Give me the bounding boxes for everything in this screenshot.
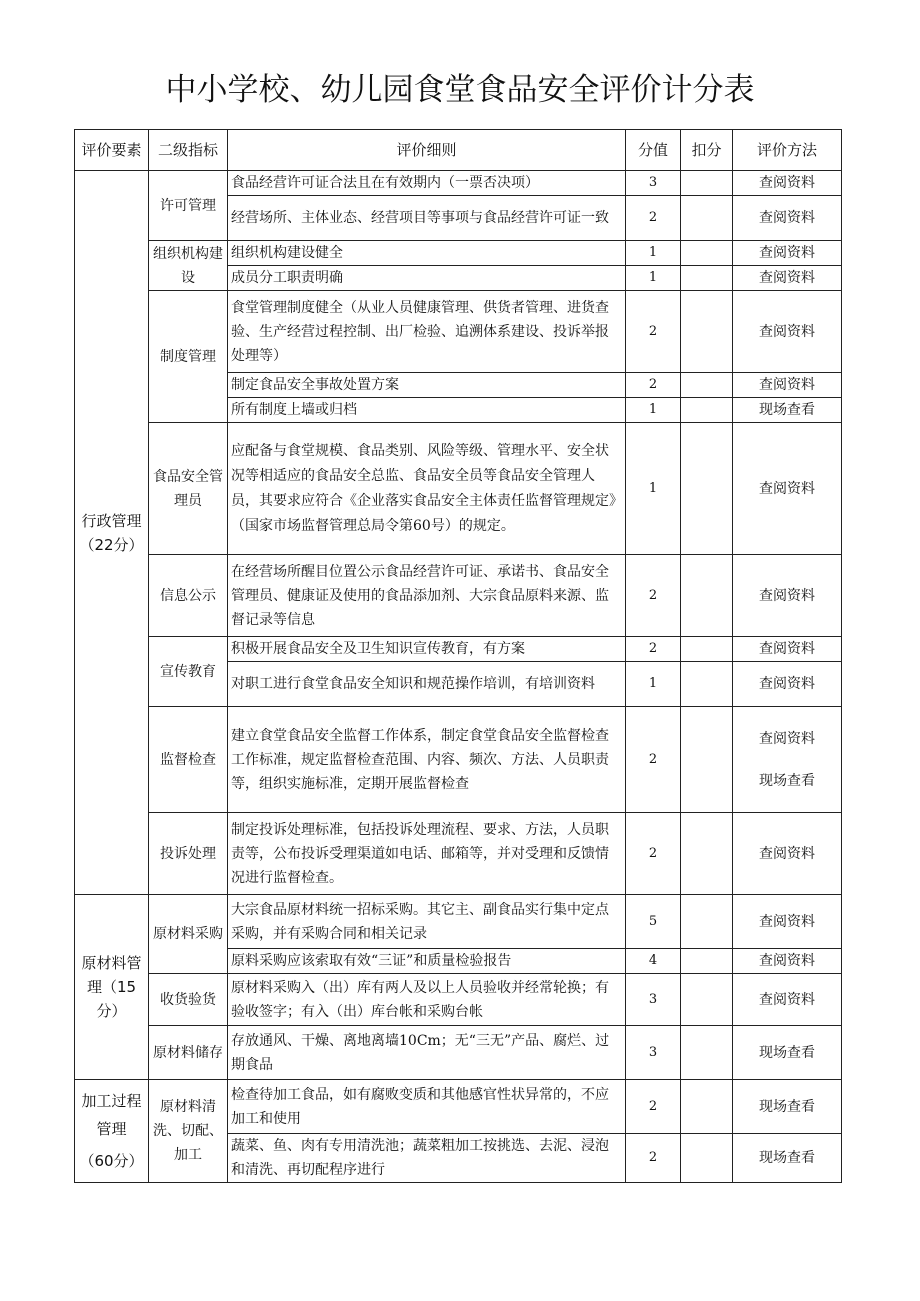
deduct-cell[interactable] [681,241,733,266]
sub-indicator: 信息公示 [149,555,228,637]
deduct-cell[interactable] [681,974,733,1026]
sub-indicator: 制度管理 [149,291,228,423]
score-cell: 2 [626,1080,681,1134]
sub-indicator: 监督检查 [149,707,228,813]
table-row [75,1026,842,1080]
sub-indicator: 食品安全管理员 [149,423,228,555]
detail-cell: 所有制度上墙或归档 [228,398,626,423]
deduct-cell[interactable] [681,949,733,974]
score-cell: 1 [626,266,681,291]
score-cell: 2 [626,707,681,813]
deduct-cell[interactable] [681,707,733,813]
table-row [75,291,842,373]
deduct-cell[interactable] [681,1026,733,1080]
detail-cell: 积极开展食品安全及卫生知识宣传教育，有方案 [228,637,626,662]
table-row [75,1080,842,1134]
category-processing [75,1080,149,1183]
header-method: 评价方法 [733,130,842,171]
sub-indicator: 收货验货 [149,974,228,1026]
method-cell: 现场查看 [733,1026,842,1080]
sub-indicator: 组织机构建设 [149,241,228,291]
score-cell: 1 [626,241,681,266]
table-row [75,171,842,196]
detail-cell: 食品经营许可证合法且在有效期内（一票否决项） [228,171,626,196]
category-label: 原材料管 [81,954,142,972]
score-cell: 1 [626,398,681,423]
sub-indicator: 原材料采购 [149,895,228,974]
detail-cell: 经营场所、主体业态、经营项目等事项与食品经营许可证一致 [228,196,626,241]
category-label: 行政管理 [81,511,142,530]
deduct-cell[interactable] [681,171,733,196]
detail-cell: 大宗食品原材料统一招标采购。其它主、副食品实行集中定点采购，并有采购合同和相关记录 [228,895,626,949]
score-cell: 2 [626,637,681,662]
detail-cell: 对职工进行食堂食品安全知识和规范操作培训，有培训资料 [228,662,626,707]
method-cell: 查阅资料 [733,895,842,949]
deduct-cell[interactable] [681,1080,733,1134]
method-cell: 查阅资料 [733,974,842,1026]
score-table [74,129,842,1183]
category-label: 加工过程 [81,1092,142,1110]
method-cell: 现场查看 [733,1134,842,1183]
score-cell: 3 [626,974,681,1026]
category-admin [75,171,149,895]
method-cell: 查阅资料 [733,637,842,662]
detail-cell: 应配备与食堂规模、食品类别、风险等级、管理水平、安全状况等相适应的食品安全总监、食品安全员等食品安全管理人员，其要求应符合《企业落实食品安全主体责任监督管理规定》（国家市场监督管理总局令第60号）的规定。 [228,423,626,555]
method-cell: 查阅资料 [733,949,842,974]
score-cell: 4 [626,949,681,974]
deduct-cell[interactable] [681,637,733,662]
deduct-cell[interactable] [681,373,733,398]
detail-cell: 蔬菜、鱼、肉有专用清洗池；蔬菜粗加工按挑选、去泥、浸泡和清洗、再切配程序进行 [228,1134,626,1183]
deduct-cell[interactable] [681,291,733,373]
sub-indicator: 投诉处理 [149,813,228,895]
deduct-cell[interactable] [681,423,733,555]
sub-indicator: 原材料储存 [149,1026,228,1080]
detail-cell: 原材料采购入（出）库有两人及以上人员验收并经常轮换；有验收签字；有入（出）库台帐和采购台帐 [228,974,626,1026]
score-cell: 2 [626,813,681,895]
table-row [75,241,842,266]
header-detail: 评价细则 [228,130,626,171]
page-title: 中小学校、幼儿园食堂食品安全评价计分表 [165,72,755,108]
deduct-cell[interactable] [681,1134,733,1183]
table-row [75,813,842,895]
table-row [75,637,842,662]
category-sub: 理（15 [86,978,137,996]
method-cell [733,707,842,813]
method-cell: 查阅资料 [733,171,842,196]
deduct-cell[interactable] [681,895,733,949]
score-cell: 2 [626,1134,681,1183]
method-line: 查阅资料 [759,730,815,747]
table-row [75,423,842,555]
deduct-cell[interactable] [681,196,733,241]
category-sub: （22分） [79,535,144,554]
method-cell: 查阅资料 [733,423,842,555]
method-cell: 查阅资料 [733,662,842,707]
method-line: 现场查看 [759,772,815,789]
category-label: 管理 [96,1120,127,1138]
table-header-row [75,130,842,171]
table-row [75,974,842,1026]
score-cell: 1 [626,423,681,555]
score-cell: 5 [626,895,681,949]
table-row [75,707,842,813]
header-score: 分值 [626,130,681,171]
deduct-cell[interactable] [681,813,733,895]
header-deduct: 扣分 [681,130,733,171]
score-cell: 2 [626,555,681,637]
score-cell: 2 [626,196,681,241]
detail-cell: 在经营场所醒目位置公示食品经营许可证、承诺书、食品安全管理员、健康证及使用的食品添加剂、大宗食品原料来源、监督记录等信息 [228,555,626,637]
deduct-cell[interactable] [681,398,733,423]
category-sub: （60分） [79,1152,144,1170]
method-cell: 查阅资料 [733,241,842,266]
sub-indicator: 原材料清洗、切配、加工 [149,1080,228,1183]
sub-indicator: 宣传教育 [149,637,228,707]
method-cell: 查阅资料 [733,266,842,291]
method-cell: 现场查看 [733,1080,842,1134]
method-cell: 查阅资料 [733,813,842,895]
detail-cell: 制定投诉处理标准，包括投诉处理流程、要求、方法，人员职责等，公布投诉受理渠道如电话、邮箱等，并对受理和反馈情况进行监督检查。 [228,813,626,895]
header-secondary: 二级指标 [149,130,228,171]
table-row [75,895,842,949]
score-cell: 3 [626,171,681,196]
header-element: 评价要素 [75,130,149,171]
method-cell: 现场查看 [733,398,842,423]
method-cell: 查阅资料 [733,291,842,373]
deduct-cell[interactable] [681,266,733,291]
detail-cell: 制定食品安全事故处置方案 [228,373,626,398]
detail-cell: 建立食堂食品安全监督工作体系，制定食堂食品安全监督检查工作标准，规定监督检查范围、内容、频次、方法、人员职责等，组织实施标准，定期开展监督检查 [228,707,626,813]
detail-cell: 组织机构建设健全 [228,241,626,266]
method-cell: 查阅资料 [733,373,842,398]
method-cell: 查阅资料 [733,555,842,637]
category-material [75,895,149,1080]
score-cell: 2 [626,291,681,373]
detail-cell: 食堂管理制度健全（从业人员健康管理、供货者管理、进货查验、生产经营过程控制、出厂检验、追溯体系建设、投诉举报处理等） [228,291,626,373]
category-sub: 分） [96,1002,127,1020]
detail-cell: 检查待加工食品，如有腐败变质和其他感官性状异常的，不应加工和使用 [228,1080,626,1134]
deduct-cell[interactable] [681,662,733,707]
detail-cell: 原料采购应该索取有效“三证”和质量检验报告 [228,949,626,974]
table-row [75,555,842,637]
score-cell: 1 [626,662,681,707]
score-cell: 2 [626,373,681,398]
score-cell: 3 [626,1026,681,1080]
deduct-cell[interactable] [681,555,733,637]
detail-cell: 成员分工职责明确 [228,266,626,291]
sub-indicator: 许可管理 [149,171,228,241]
method-cell: 查阅资料 [733,196,842,241]
detail-cell: 存放通风、干燥、离地离墙10Cm；无“三无”产品、腐烂、过期食品 [228,1026,626,1080]
